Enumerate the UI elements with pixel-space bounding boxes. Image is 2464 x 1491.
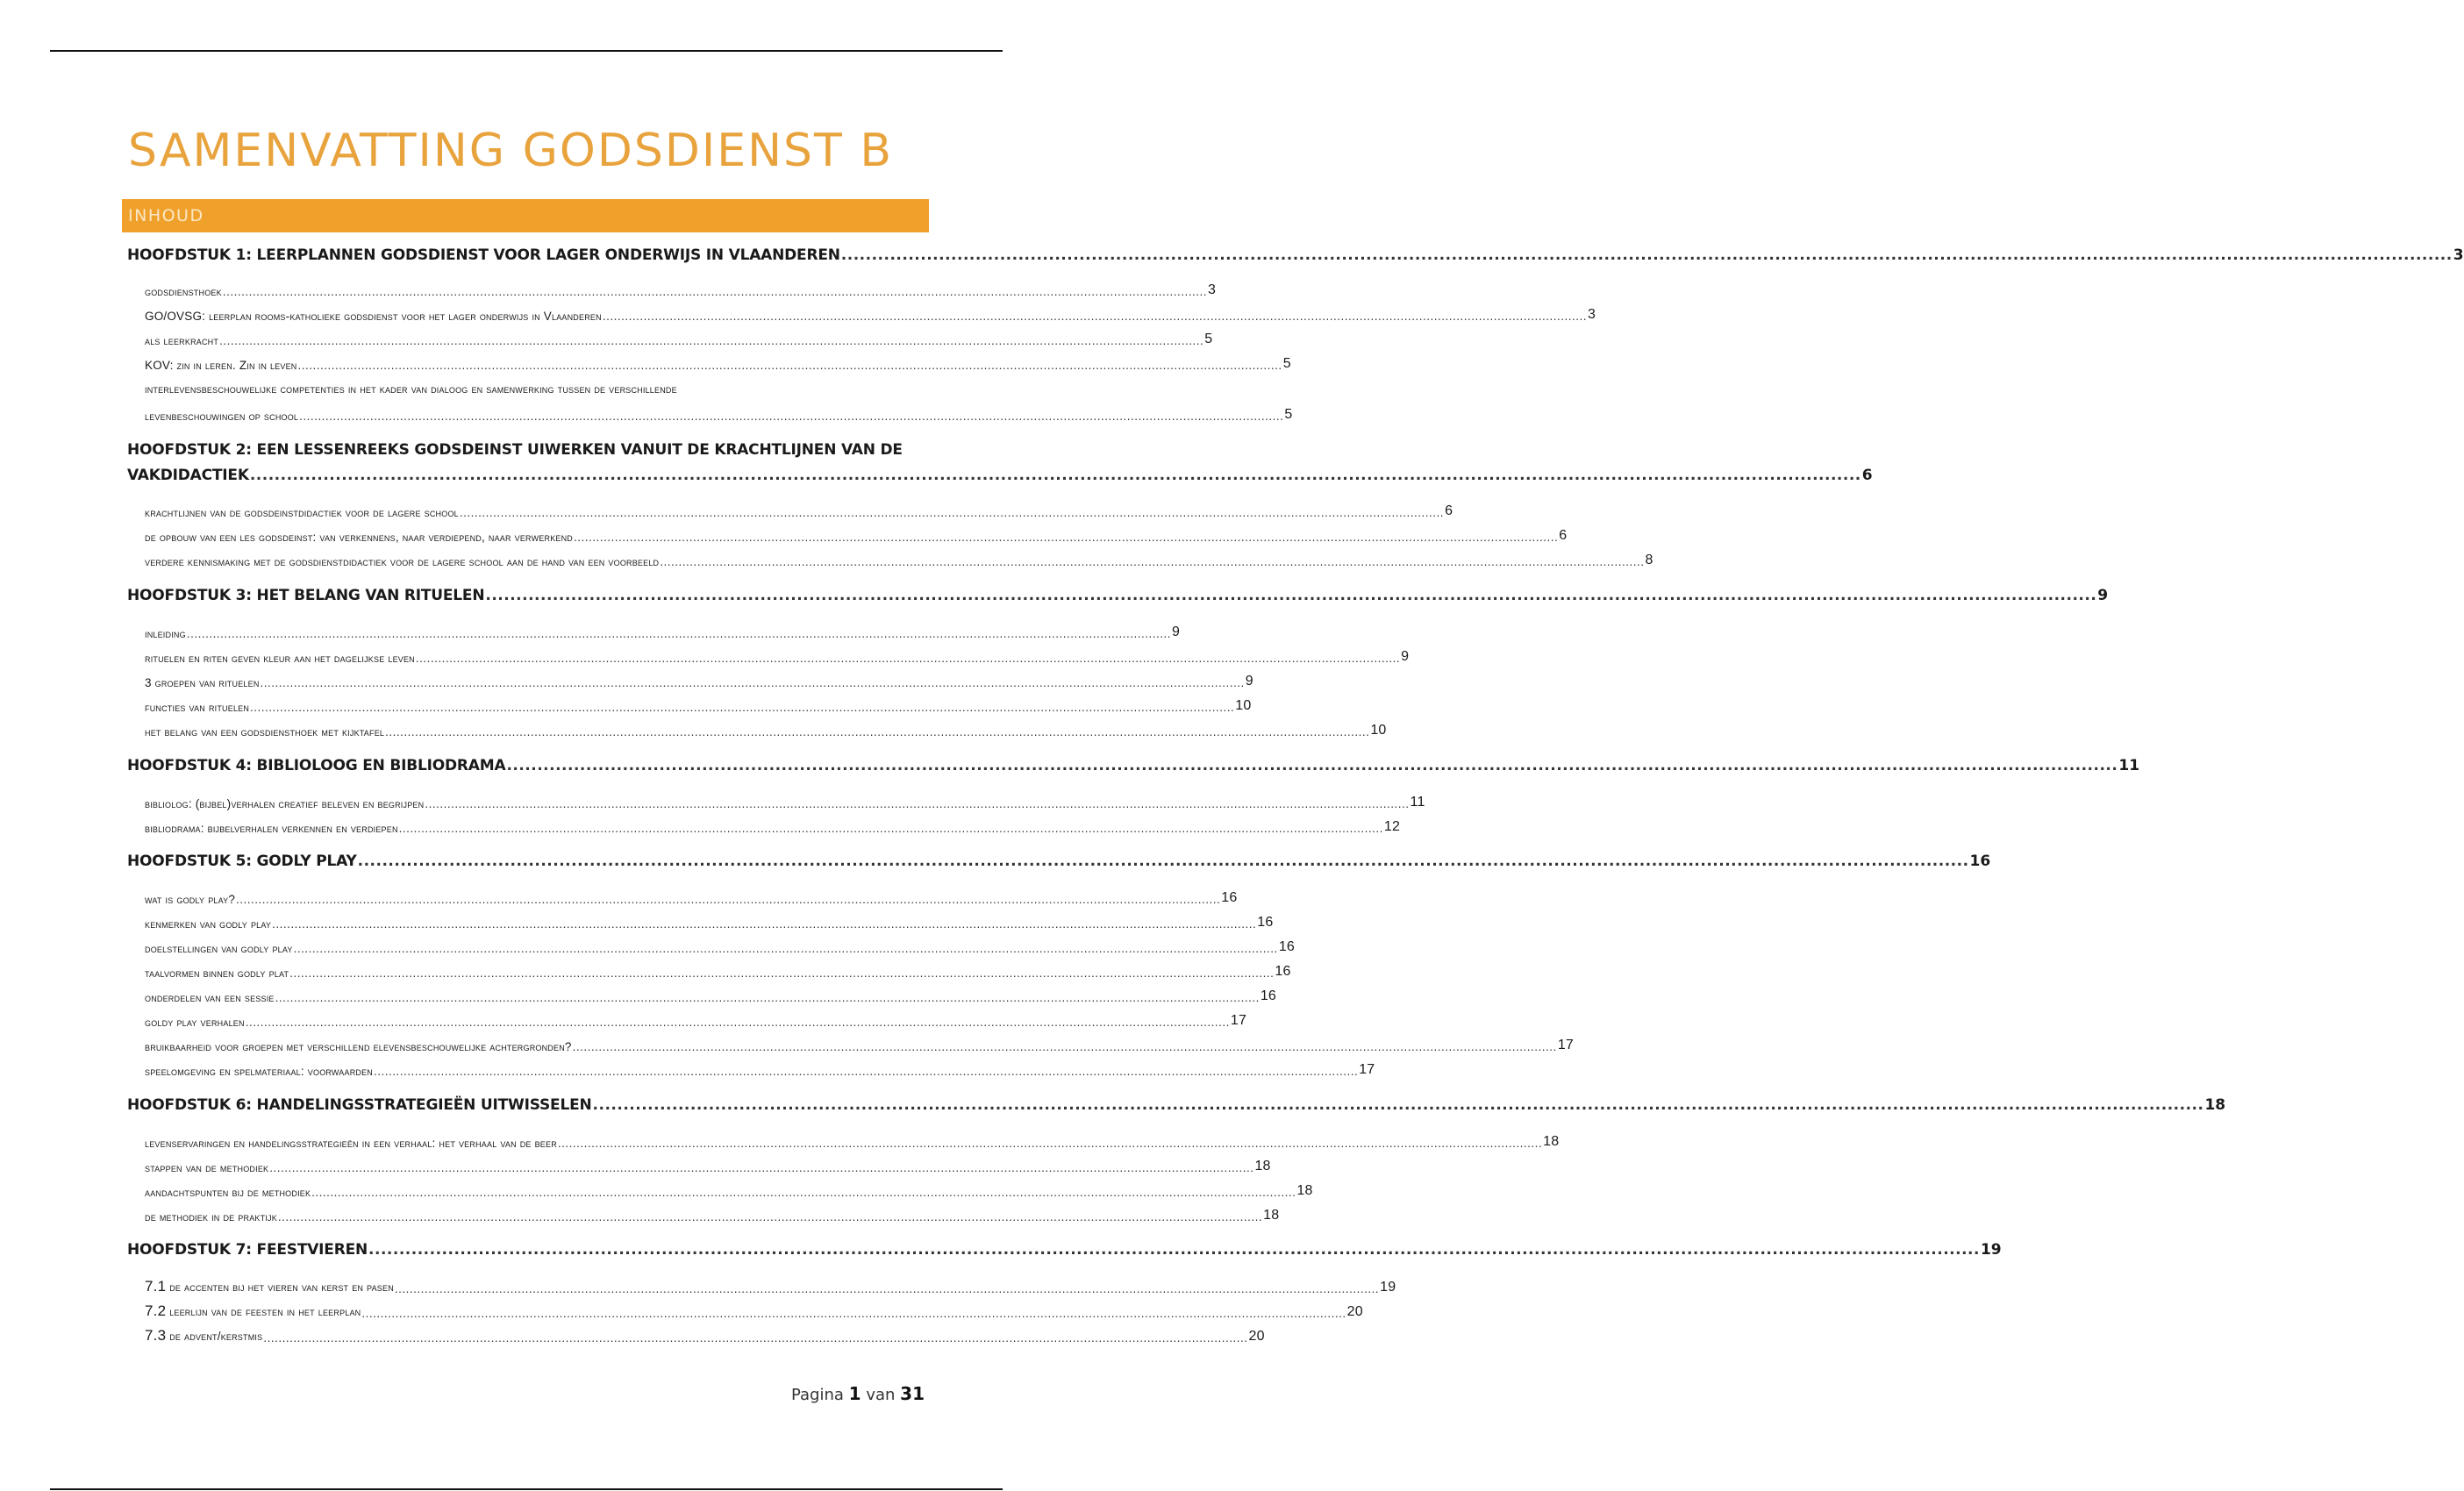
toc-entry[interactable] xyxy=(145,1183,1313,1199)
toc-page-number: 20 xyxy=(1346,1304,1363,1319)
toc-page-number: 16 xyxy=(1278,939,1296,954)
toc-entry[interactable] xyxy=(145,624,1181,640)
toc-page-number: 19 xyxy=(1980,1241,2002,1259)
toc-page-number: 6 xyxy=(1445,503,1453,518)
toc-entry[interactable] xyxy=(145,407,1293,423)
toc-entry-number: 7.1 xyxy=(145,1278,167,1295)
toc-page-number: 9 xyxy=(1172,624,1181,639)
toc-page-number: 11 xyxy=(1410,795,1425,810)
toc-entry[interactable] xyxy=(145,1208,1280,1223)
toc-entry-text: KOV: zin in leren. Zin in leven xyxy=(145,359,297,372)
toc-page-number: 9 xyxy=(2097,587,2109,604)
toc-entry-text: aandachtspunten bij de methodiek xyxy=(145,1186,311,1199)
toc-entry[interactable] xyxy=(145,915,1274,931)
footer-total-pages: 31 xyxy=(900,1383,925,1404)
toc-page-number: 3 xyxy=(1588,307,1596,322)
toc-heading-banner xyxy=(122,199,929,232)
toc-entry-text: HOOFDSTUK 5: GODLY PLAY xyxy=(127,853,357,870)
toc-entry-text: HOOFDSTUK 6: HANDELINGSSTRATEGIEËN UITWISSELEN xyxy=(127,1096,592,1114)
toc-page-number: 10 xyxy=(1370,723,1387,738)
toc-entry[interactable] xyxy=(145,939,1296,955)
toc-entry[interactable] xyxy=(145,282,1217,298)
toc-entry[interactable] xyxy=(145,356,1291,372)
toc-chapter-5[interactable] xyxy=(127,853,1991,870)
toc-page-number: 16 xyxy=(1260,988,1277,1003)
toc-entry[interactable] xyxy=(145,1062,1375,1078)
toc-entry[interactable] xyxy=(145,1013,1247,1029)
toc-page-number: 16 xyxy=(1257,915,1274,930)
toc-entry-first-line[interactable]: interlevensbeschouwelijke competenties in het kader van dialoog en samenwerking tussen de verschillende xyxy=(145,382,677,396)
toc-entry-number: 7.3 xyxy=(145,1327,167,1344)
toc-entry[interactable] xyxy=(145,1278,1396,1295)
toc-entry-text: de opbouw van een les godsdeinst: van verkennens, naar verdiepend, naar verwerkend xyxy=(145,531,573,544)
toc-page-number: 6 xyxy=(1559,528,1568,543)
toc-entry[interactable] xyxy=(145,528,1568,544)
toc-entry-text: GO/OVSG: leerplan rooms-katholieke godsdienst voor het lager onderwijs in Vlaanderen xyxy=(145,310,602,323)
toc-entry-text: functies van rituelen xyxy=(145,701,250,714)
toc-page-number: 18 xyxy=(1263,1208,1280,1223)
toc-page-number: 9 xyxy=(1245,674,1253,688)
footer-middle: van xyxy=(866,1386,896,1404)
toc-entry[interactable] xyxy=(145,795,1425,810)
toc-entry-text: HOOFDSTUK 7: FEESTVIEREN xyxy=(127,1241,368,1259)
header-rule xyxy=(50,50,1003,52)
toc-entry-text: 3 groepen van rituelen xyxy=(145,676,260,689)
footer-current-page: 1 xyxy=(848,1383,861,1404)
toc-entry[interactable] xyxy=(145,649,1410,665)
toc-entry-text: stappen van de methodiek xyxy=(145,1161,269,1174)
toc-page-number: 20 xyxy=(1248,1329,1265,1344)
toc-page-number: 5 xyxy=(1282,356,1291,371)
toc-page-number: 9 xyxy=(1401,649,1410,664)
toc-entry[interactable] xyxy=(145,1327,1265,1345)
toc-page-number: 18 xyxy=(2204,1096,2226,1114)
toc-entry-number: 7.2 xyxy=(145,1302,167,1319)
toc-entry[interactable] xyxy=(145,503,1453,519)
footer-prefix: Pagina xyxy=(790,1386,844,1404)
toc-page-number: 17 xyxy=(1557,1038,1575,1052)
toc-entry[interactable] xyxy=(145,553,1653,568)
toc-entry-text: doelstellingen van godly play xyxy=(145,942,293,955)
toc-entry-text: kenmerken van godly play xyxy=(145,917,272,931)
toc-chapter-6[interactable] xyxy=(127,1096,2226,1114)
toc-entry-text: als leerkracht xyxy=(145,334,219,347)
toc-page-number: 5 xyxy=(1204,332,1213,346)
toc-page-number: 3 xyxy=(1208,282,1217,297)
toc-entry-text: de accenten bij het vieren van kerst en pasen xyxy=(169,1281,394,1294)
toc-entry[interactable] xyxy=(145,1302,1363,1320)
toc-entry-text: speelomgeving en spelmateriaal: voorwaarden xyxy=(145,1065,373,1078)
toc-entry[interactable] xyxy=(145,1134,1560,1150)
toc-page-number: 16 xyxy=(1275,964,1291,979)
toc-entry-text: leerlijn van de feesten in het leerplan xyxy=(169,1305,361,1318)
toc-entry-text: goldy play verhalen xyxy=(145,1016,245,1029)
toc-page-number: 17 xyxy=(1359,1062,1375,1077)
toc-entry[interactable] xyxy=(145,1038,1575,1053)
toc-chapter-4[interactable] xyxy=(127,757,2140,774)
toc-page-number: 6 xyxy=(1861,467,1873,484)
toc-heading: INHOUD xyxy=(128,206,204,225)
toc-chapter-2-first-line[interactable]: HOOFDSTUK 2: EEN LESSENREEKS GODSDEINST UIWERKEN VANUIT DE KRACHTLIJNEN VAN DE xyxy=(127,441,903,459)
toc-entry-text: HOOFDSTUK 1: LEERPLANNEN GODSDIENST VOOR LAGER ONDERWIJS IN VLAANDEREN xyxy=(127,246,840,264)
toc-entry[interactable] xyxy=(145,1159,1271,1174)
toc-page-number: 12 xyxy=(1383,819,1401,834)
toc-entry-text: verdere kennismaking met de godsdienstdidactiek voor de lagere school aan de hand van een voorbeeld xyxy=(145,555,660,568)
toc-entry[interactable] xyxy=(145,723,1387,738)
toc-entry-text: levenbeschouwingen op school xyxy=(145,410,299,423)
toc-entry-text: taalvormen binnen godly plat xyxy=(145,967,289,980)
toc-page-number: 18 xyxy=(1296,1183,1313,1198)
toc-entry-text: bruikbaarheid voor groepen met verschillend elevensbeschouwelijke achtergronden? xyxy=(145,1040,572,1053)
toc-page-number: 18 xyxy=(1543,1134,1560,1149)
toc-entry-text: HOOFDSTUK 4: BIBLIOLOOG EN BIBLIODRAMA xyxy=(127,757,506,774)
toc-chapter-3[interactable] xyxy=(127,587,2109,604)
toc-entry[interactable] xyxy=(145,698,1252,714)
toc-entry-text: HOOFDSTUK 3: HET BELANG VAN RITUELEN xyxy=(127,587,485,604)
toc-page-number: 18 xyxy=(1254,1159,1271,1174)
toc-entry-text: levenservaringen en handelingsstrategieën in een verhaal: het verhaal van de beer xyxy=(145,1137,557,1150)
footer-rule xyxy=(50,1488,1003,1490)
toc-entry-text: de advent/kerstmis xyxy=(169,1330,263,1343)
toc-chapter-1[interactable] xyxy=(127,246,2464,264)
toc-page-number: 3 xyxy=(2453,246,2464,264)
toc-page-number: 10 xyxy=(1235,698,1252,713)
toc-entry[interactable] xyxy=(145,964,1291,980)
page-footer xyxy=(791,1383,925,1404)
toc-page-number: 11 xyxy=(2118,757,2140,774)
toc-page-number: 16 xyxy=(1969,853,1991,870)
toc-page-number: 19 xyxy=(1380,1280,1396,1295)
document-title: SAMENVATTING GODSDIENST B xyxy=(128,125,893,177)
toc-page-number: 17 xyxy=(1230,1013,1247,1028)
toc-chapter-2[interactable] xyxy=(127,467,1873,484)
toc-entry-text: VAKDIDACTIEK xyxy=(127,467,249,484)
toc-entry-text: krachtlijnen van de godsdeinstdidactiek voor de lagere school xyxy=(145,506,459,519)
toc-chapter-7[interactable] xyxy=(127,1241,2002,1259)
toc-entry-text: het belang van een godsdiensthoek met kijktafel xyxy=(145,725,385,738)
toc-entry-text: de methodiek in de praktijk xyxy=(145,1210,277,1223)
toc-page-number: 16 xyxy=(1221,890,1238,905)
toc-entry-text: wat is godly play? xyxy=(145,893,236,906)
toc-entry-text: onderdelen van een sessie xyxy=(145,991,275,1004)
toc-page-number: 8 xyxy=(1645,553,1653,567)
toc-entry-text: bibliolog: (bijbel)verhalen creatief beleven en begrijpen xyxy=(145,797,425,810)
toc-page-number: 5 xyxy=(1284,407,1293,422)
toc-entry[interactable] xyxy=(145,890,1238,906)
toc-entry[interactable] xyxy=(145,674,1253,689)
toc-entry[interactable] xyxy=(145,332,1213,347)
toc-entry-text: inleiding xyxy=(145,627,186,640)
toc-entry[interactable] xyxy=(145,988,1277,1004)
toc-entry[interactable] xyxy=(145,819,1401,835)
toc-entry-text: bibliodrama: bijbelverhalen verkennen en verdiepen xyxy=(145,822,398,835)
toc-entry-text: godsdiensthoek xyxy=(145,285,222,298)
toc-entry-text: rituelen en riten geven kleur aan het dagelijkse leven xyxy=(145,652,415,665)
toc-entry[interactable] xyxy=(145,307,1596,323)
